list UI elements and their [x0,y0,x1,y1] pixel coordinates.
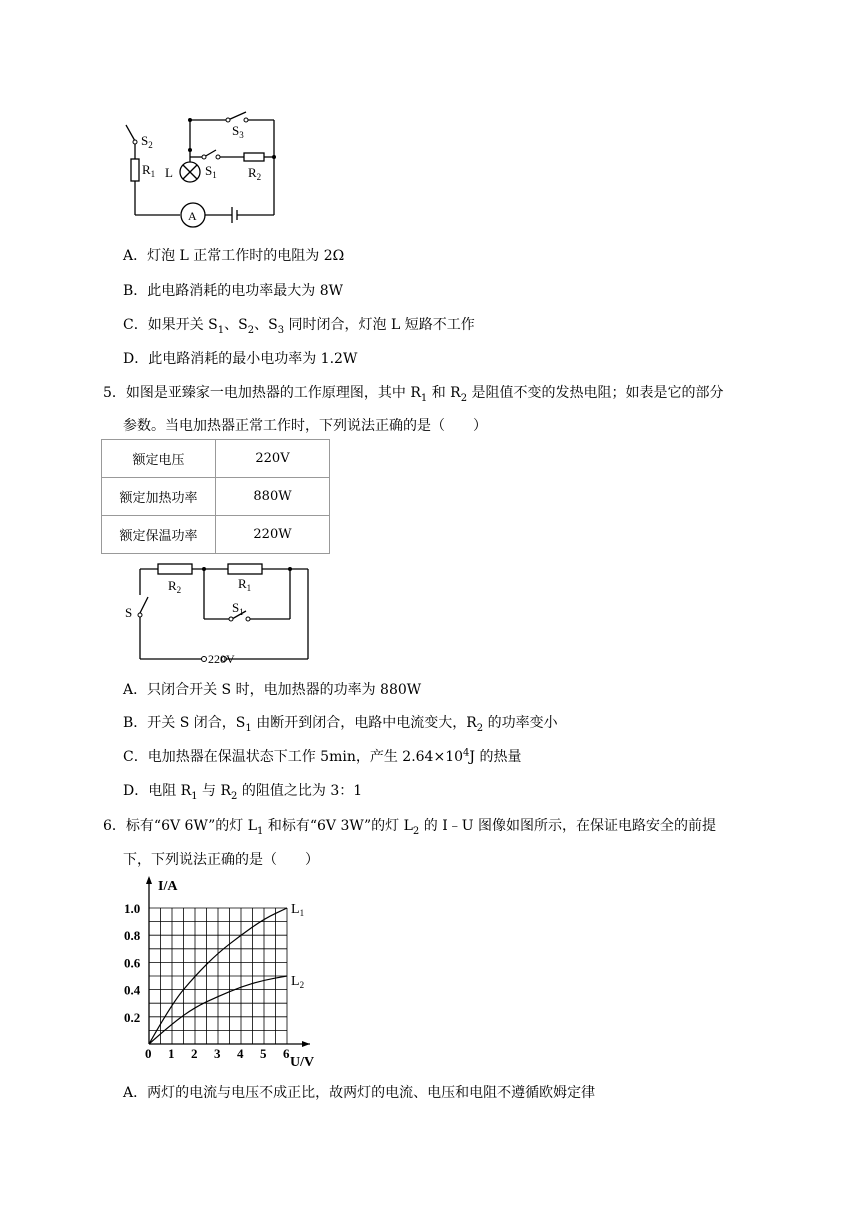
chart-grid [149,908,287,1044]
chart-axes [146,876,310,1047]
y-tick-label: 0.6 [124,955,141,971]
y-axis-arrow [146,876,152,884]
q6-option-a: A．两灯的电流与电压不成正比，故两灯的电流、电压和电阻不遵循欧姆定律 [123,1085,596,1101]
table-cell-value: 220V [216,440,330,478]
label-s1: $S_1$ [205,163,217,180]
ammeter-icon: A [188,209,197,223]
table-row [102,440,330,478]
x-axis-label: U/V [290,1055,315,1070]
label-r2: $R_2$ [248,165,262,182]
y-tick-label: 1.0 [124,901,141,916]
x-tick-label: 1 [168,1046,175,1061]
x-tick-label: 2 [191,1046,198,1061]
table-row [102,478,330,516]
series-label-l2: $L_2$ [291,974,305,990]
table-row [102,516,330,554]
table-cell-value: 220W [216,516,330,554]
label-lamp: L [165,165,173,180]
x-axis-arrow [302,1041,310,1047]
q6-stem-line2: 下，下列说法正确的是（ ） [123,852,319,868]
q5-stem-line1: 5．如图是亚臻家一电加热器的工作原理图，其中 $R_1$ 和 $R_2$ 是阻值不变的发热电阻；如表是它的部分 [103,385,724,404]
label-source: 220V [208,652,235,666]
q6-stem-line1: 6．标有“6V 6W”的灯 $L_1$ 和标有“6V 3W”的灯 $L_2$ 的 I﹣U 图像如图所示，在保证电路安全的前提 [103,818,716,837]
y-tick-label: 0.4 [124,982,141,998]
series-label-l1: $L_1$ [291,902,305,918]
label-s3: $S_3$ [232,123,244,140]
circuit-diagram-q5 [120,557,320,667]
q5-option-a: A．只闭合开关 S 时，电加热器的功率为 880W [123,682,422,698]
label-s2: $S_2$ [141,133,153,150]
q4-option-a: A．灯泡 L 正常工作时的电阻为 2Ω [123,248,345,264]
y-axis-label: I/A [158,879,178,894]
q4-option-b: B．此电路消耗的电功率最大为 8W [123,283,344,299]
label-r1: $R_1$ [238,576,252,593]
q4-option-d: D．此电路消耗的最小电功率为 1.2W [123,351,358,367]
x-tick-label: 6 [283,1046,290,1061]
circuit-diagram-q4 [120,105,290,235]
table-cell-value: 880W [216,478,330,516]
x-tick-label: 0 [145,1046,152,1061]
x-tick-label: 4 [237,1046,244,1061]
y-tick-label: 0.2 [124,1009,141,1025]
q5-option-d: D．电阻 $R_1$ 与 $R_2$ 的阻值之比为 3：1 [123,783,363,802]
x-tick-label: 3 [214,1046,221,1061]
x-tick-label: 5 [260,1046,267,1061]
y-tick-label: 0.8 [124,928,141,944]
label-r2: $R_2$ [168,578,182,595]
table-cell-key: 额定保温功率 [102,516,216,554]
table-cell-key: 额定电压 [102,440,216,478]
q5-option-c: C．电加热器在保温状态下工作 5min，产生 $2.64\times 10^4J$ 的热量 [123,747,522,765]
q4-option-c: C．如果开关 $S_1$、$S_2$、$S_3$ 同时闭合，灯泡 L 短路不工作 [123,317,475,336]
iu-chart [118,870,338,1070]
label-s1: $S_1$ [232,600,244,617]
q5-option-b: B．开关 S 闭合，$S_1$ 由断开到闭合，电路中电流变大，$R_2$ 的功率变小 [123,715,558,734]
label-r1: $R_1$ [142,162,156,179]
label-s: S [125,605,133,620]
table-cell-key: 额定加热功率 [102,478,216,516]
q5-stem-line2: 参数。当电加热器正常工作时，下列说法正确的是（ ） [123,418,487,434]
q5-parameter-table [101,439,330,554]
